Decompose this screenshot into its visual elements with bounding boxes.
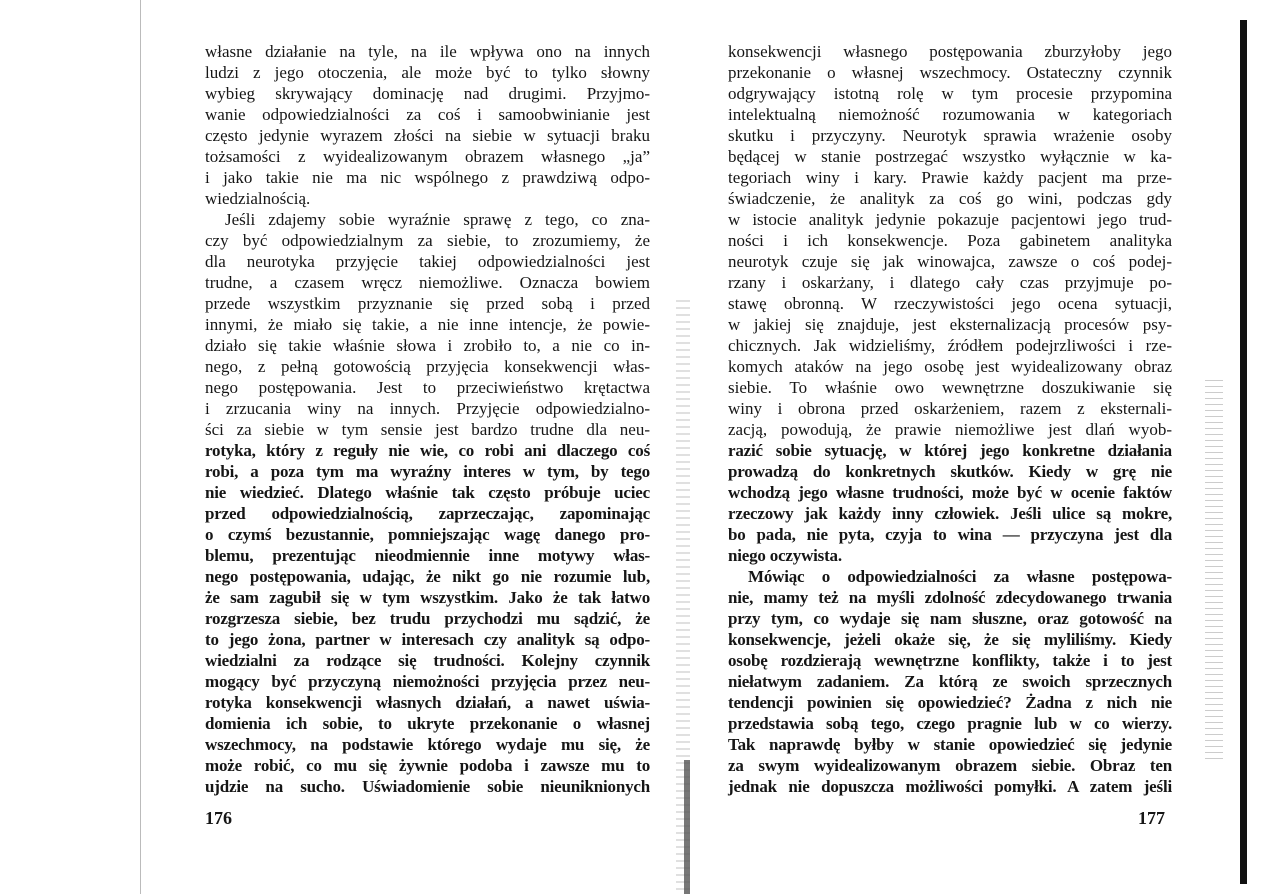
text-line: nego, z pełną gotowością przyjęcia konsekwencji włas- bbox=[205, 357, 650, 376]
scan-edge-left bbox=[140, 0, 141, 894]
text-line: razić sobie sytuację, w której jego konkretne działania bbox=[728, 441, 1172, 460]
text-line: będącej w stanie postrzegać wszystko wyłącznie w ka- bbox=[728, 147, 1172, 166]
text-line: winy i obrona przed oskarżeniem, razem z eksternali- bbox=[728, 399, 1172, 418]
text-line: czy być odpowiedzialnym za siebie, to zrozumiemy, że bbox=[205, 231, 650, 250]
text-line: i jako takie nie ma nic wspólnego z prawdziwą odpo- bbox=[205, 168, 650, 187]
text-line: to jego żona, partner w interesach czy analityk są odpo- bbox=[205, 630, 650, 649]
text-line: intelektualną niemożność rozumowania w kategoriach bbox=[728, 105, 1172, 124]
text-line: chicznych. Jak widzieliśmy, źródłem podejrzliwości i rze- bbox=[728, 336, 1172, 355]
text-line: w istocie analityk jedynie pokazuje pacjentowi jego trud- bbox=[728, 210, 1172, 229]
text-line: skutku i przyczyny. Neurotyk sprawia wrażenie osoby bbox=[728, 126, 1172, 145]
text-line: innymi, że miało się takie, a nie inne intencje, że powie- bbox=[205, 315, 650, 334]
text-line: rotyka, który z reguły nie wie, co robi ani dlaczego coś bbox=[205, 441, 650, 460]
text-line: ności i ich konsekwencje. Poza gabinetem analityka bbox=[728, 231, 1172, 250]
text-line: Mówiąc o odpowiedzialności za własne postępowa- bbox=[748, 567, 1172, 586]
text-line: przy tym, co wydaje się nam słuszne, oraz gotowość na bbox=[728, 609, 1172, 628]
text-line: przede wszystkim przyznanie się przed sobą i przed bbox=[205, 294, 650, 313]
text-line: przed odpowiedzialnością, zaprzeczając, zapominając bbox=[205, 504, 650, 523]
text-line: przedstawia sobą tego, czego pragnie lub w co wierzy. bbox=[728, 714, 1172, 733]
text-line: konsekwencje, jeżeli okaże się, że się myliliśmy. Kiedy bbox=[728, 630, 1172, 649]
text-line: nie, mamy też na myśli zdolność zdecydowanego trwania bbox=[728, 588, 1172, 607]
text-line: osobę rozdzierają wewnętrzne konflikty, także i to jest bbox=[728, 651, 1172, 670]
text-line: neurotyk czuje się jak winowajca, zawsze o coś podej- bbox=[728, 252, 1172, 271]
text-line: zacją, powodują, że prawie niemożliwe jest dlań wyob- bbox=[728, 420, 1172, 439]
text-line: tożsamości z wyidealizowanym obrazem własnego „ja” bbox=[205, 147, 650, 166]
text-line: często jedynie wyrazem złości na siebie w sytuacji braku bbox=[205, 126, 650, 145]
text-line: świadczenie, że analityk za coś go wini, podczas gdy bbox=[728, 189, 1172, 208]
text-line: rzany i oskarżany, i dlatego cały czas przyjmuje po- bbox=[728, 273, 1172, 292]
text-line: rotyka konsekwencji własnych działań, a nawet uświa- bbox=[205, 693, 650, 712]
text-line: trudne, a czasem wręcz niemożliwe. Oznacza bowiem bbox=[205, 273, 650, 292]
book-gutter-shadow-dark bbox=[684, 760, 690, 894]
text-line: stawę obronną. W rzeczywistości jego ocena sytuacji, bbox=[728, 294, 1172, 313]
text-line: w jakiej się znajduje, jest eksternalizacją procesów psy- bbox=[728, 315, 1172, 334]
text-line: dla neurotyka przyjęcie takiej odpowiedzialności jest bbox=[205, 252, 650, 271]
text-line: konsekwencji własnego postępowania zburzyłoby jego bbox=[728, 42, 1172, 61]
text-line: ujdzie na sucho. Uświadomienie sobie nieuniknionych bbox=[205, 777, 650, 796]
text-line: za swym wyidealizowanym obrazem siebie. Obraz ten bbox=[728, 756, 1172, 775]
text-line: mogący być przyczyną niemożności przyjęcia przez neu- bbox=[205, 672, 650, 691]
text-line: wiedzialni za rodzące się trudności. Kolejny czynnik bbox=[205, 651, 650, 670]
text-line: blemu, prezentując nieodmiennie inne motywy włas- bbox=[205, 546, 650, 565]
text-line: Jeśli zdajemy sobie wyraźnie sprawę z tego, co zna- bbox=[225, 210, 650, 229]
page-number-left: 176 bbox=[205, 808, 232, 828]
text-line: robi, a poza tym ma wyraźny interes w tym, by tego bbox=[205, 462, 650, 481]
text-line: niego oczywista. bbox=[728, 546, 842, 565]
right-page-text bbox=[728, 41, 1172, 797]
text-line: odgrywający istotną rolę w tym procesie przypomina bbox=[728, 84, 1172, 103]
text-line: wiedzialnością. bbox=[205, 189, 311, 208]
text-line: o czymś bezustannie, pomniejszając wagę danego pro- bbox=[205, 525, 650, 544]
text-line: Tak naprawdę byłby w stanie opowiedzieć się jedynie bbox=[728, 735, 1172, 754]
text-line: że sam zagubił się w tym wszystkim. Jako że tak łatwo bbox=[205, 588, 650, 607]
text-line: wanie odpowiedzialności za coś i samoobwinianie jest bbox=[205, 105, 650, 124]
text-line: tendencji powinien się opowiedzieć? Żadna z nich nie bbox=[728, 693, 1172, 712]
text-line: własne działanie na tyle, na ile wpływa ono na innych bbox=[205, 42, 650, 61]
text-line: jednak nie dopuszcza możliwości pomyłki. A zatem jeśli bbox=[728, 777, 1172, 796]
text-line: wszechmocy, na podstawie którego wydaje mu się, że bbox=[205, 735, 650, 754]
text-line: nego postępowania. Jest to przeciwieństwo krętactwa bbox=[205, 378, 650, 397]
text-line: siebie. To właśnie owo wewnętrzne doszukiwanie się bbox=[728, 378, 1172, 397]
text-line: rzeczowy jak każdy inny człowiek. Jeśli ulice są mokre, bbox=[728, 504, 1172, 523]
text-line: wchodzą jego własne trudności, może być w ocenie faktów bbox=[728, 483, 1172, 502]
text-line: domienia ich sobie, to ukryte przekonanie o własnej bbox=[205, 714, 650, 733]
text-line: tegoriach winy i kary. Prawie każdy pacjent ma prze- bbox=[728, 168, 1172, 187]
text-line: działo się takie właśnie słowa i zrobiło to, a nie co in- bbox=[205, 336, 650, 355]
text-line: może robić, co mu się żywnie podoba i zawsze mu to bbox=[205, 756, 650, 775]
text-line: i zrzucania winy na innych. Przyjęcie odpowiedzialno- bbox=[205, 399, 650, 418]
page-number-right: 177 bbox=[1138, 808, 1165, 828]
text-line: rozgrzesza siebie, bez trudu przychodzi mu sądzić, że bbox=[205, 609, 650, 628]
text-line: ludzi z jego otoczenia, ale może być to tylko słowny bbox=[205, 63, 650, 82]
left-page-text bbox=[205, 41, 650, 797]
text-line: komych ataków na jego osobę jest wyidealizowany obraz bbox=[728, 357, 1172, 376]
text-line: nie wiedzieć. Dlatego właśnie tak często próbuje uciec bbox=[205, 483, 650, 502]
scan-noise-right bbox=[1205, 380, 1223, 760]
text-line: wybieg skrywający dominację nad drugimi. Przyjmo- bbox=[205, 84, 650, 103]
text-line: bo pada, nie pyta, czyja to wina — przyczyna jest dla bbox=[728, 525, 1172, 544]
text-line: prowadzą do konkretnych skutków. Kiedy w grę nie bbox=[728, 462, 1172, 481]
text-line: ści za siebie w tym sensie jest bardzo trudne dla neu- bbox=[205, 420, 650, 439]
text-line: niełatwym zadaniem. Za którą ze swoich sprzecznych bbox=[728, 672, 1172, 691]
scan-edge-right bbox=[1240, 20, 1247, 884]
text-line: nego postępowania, udając, że nikt go nie rozumie lub, bbox=[205, 567, 650, 586]
text-line: przekonanie o własnej wszechmocy. Ostateczny czynnik bbox=[728, 63, 1172, 82]
